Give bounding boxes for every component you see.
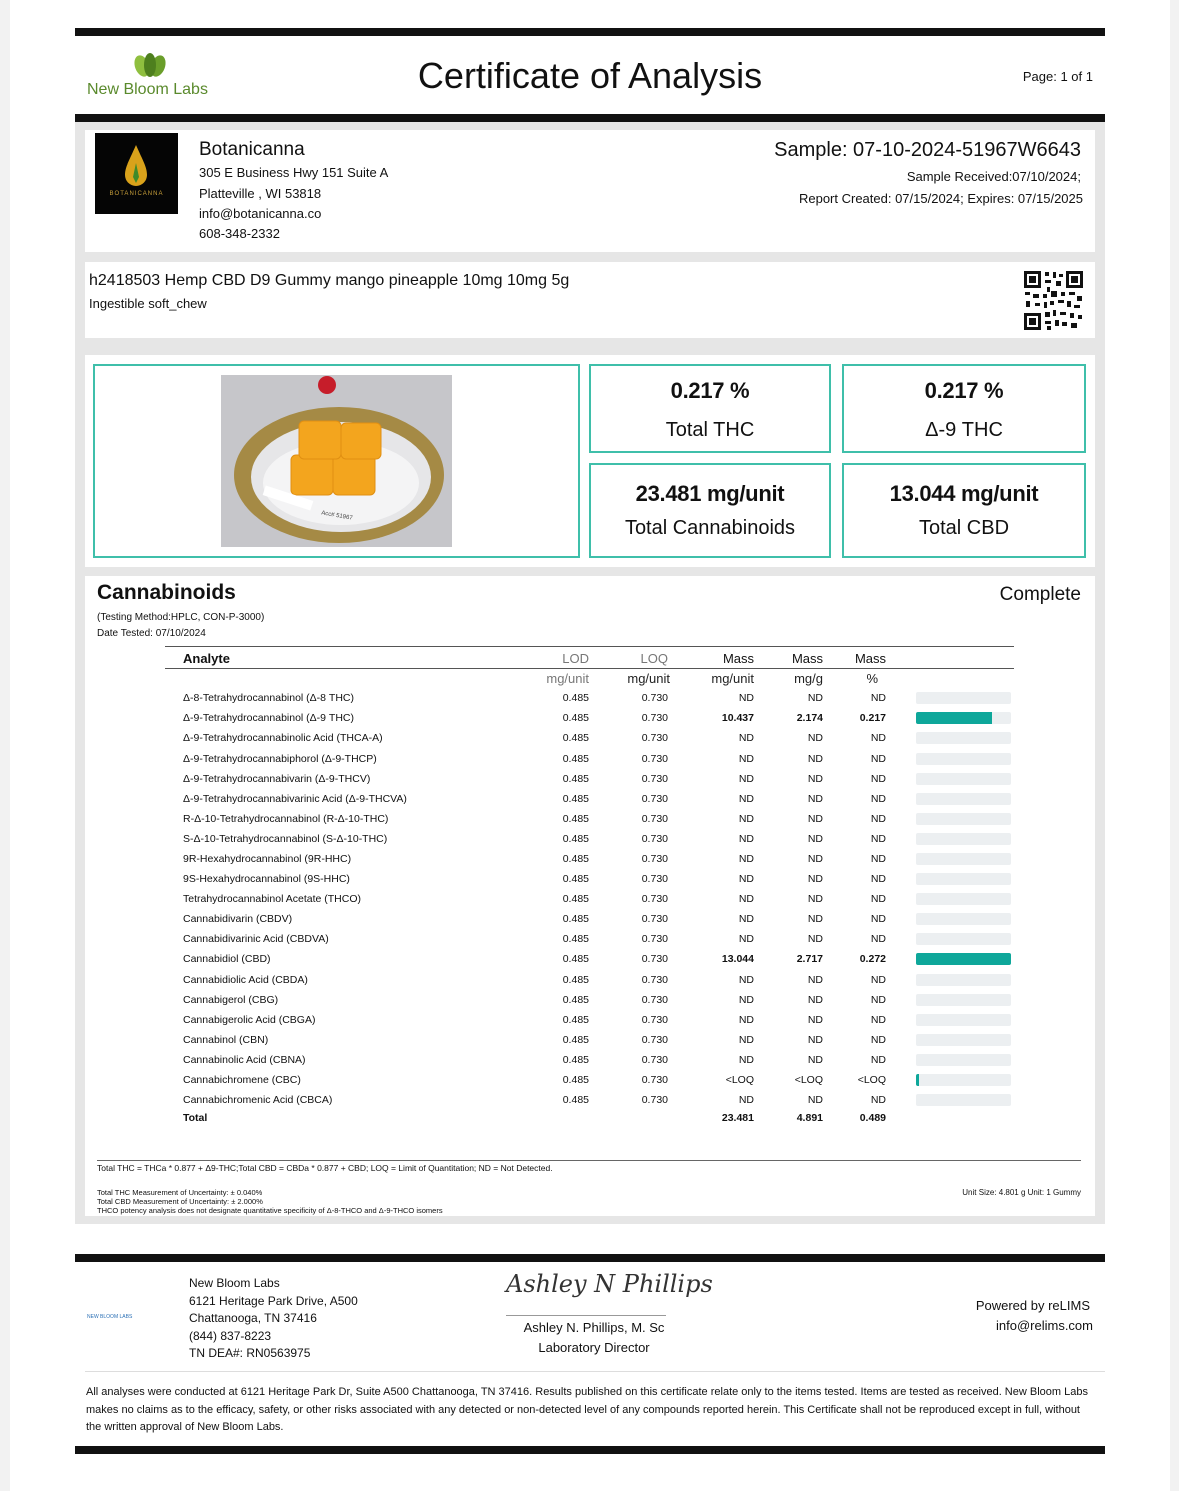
loq-value: 0.730 [641,832,668,845]
mass-pct-value: ND [870,913,886,926]
analyte-name: Cannabinolic Acid (CBNA) [183,1053,306,1066]
lod-value: 0.485 [562,712,589,725]
lod-value: 0.485 [562,752,589,765]
total-pct: 0.489 [859,1112,886,1125]
lod-value: 0.485 [562,953,589,966]
analyte-name: Δ-9-Tetrahydrocannabiphorol (Δ-9-THCP) [183,752,377,765]
mass-mgu-value: ND [738,973,754,986]
analyte-name: Cannabinol (CBN) [183,1033,269,1046]
top-rule [75,28,1105,36]
mass-pct-value: ND [870,732,886,745]
analyte-name: Cannabidiolic Acid (CBDA) [183,973,308,986]
unit-pct: % [866,670,878,686]
total-label: Total [183,1112,208,1125]
loq-value: 0.730 [641,712,668,725]
client-phone: 608-348-2332 [199,226,280,241]
mass-mgg-value: ND [807,792,823,805]
header-mass-mgu: Mass [722,650,754,666]
amount-bar-cell [916,728,1014,748]
table-top-rule [165,646,1014,647]
table-row [165,809,1014,829]
amount-bar [916,833,1011,845]
footer-top-rule [75,1254,1105,1262]
lod-value: 0.485 [562,893,589,906]
unit-size: Unit Size: 4.801 g Unit: 1 Gummy [962,1188,1081,1197]
summary-total-cbd [842,463,1086,558]
footer-lab-addr1: 6121 Heritage Park Drive, A500 [189,1293,358,1308]
mass-mgu-value: 10.437 [721,712,754,725]
mass-mgu-value: ND [738,772,754,785]
table-row [165,728,1014,748]
testing-method: (Testing Method:HPLC, CON-P-3000) [97,612,265,623]
table-row [165,889,1014,909]
lab-logo-text: New Bloom Labs [87,81,208,98]
lod-value: 0.485 [562,993,589,1006]
amount-bar-fill [916,712,992,724]
leaf-logo-icon [130,52,170,80]
uncertainty-3: THCO potency analysis does not designate quantitative specificity of Δ-8-THCO and Δ-9-THCO isomers [97,1206,443,1215]
mass-mgu-value: ND [738,933,754,946]
table-row [165,849,1014,869]
loq-value: 0.730 [641,812,668,825]
lod-value: 0.485 [562,1033,589,1046]
table-row [165,929,1014,949]
analyte-name: R-Δ-10-Tetrahydrocannabinol (R-Δ-10-THC) [183,812,389,825]
signature-line [506,1315,666,1316]
sample-id: Sample: 07-10-2024-51967W6643 [774,139,1081,161]
qr-code-icon [1023,270,1084,331]
analyte-name: Δ-8-Tetrahydrocannabinol (Δ-8 THC) [183,692,355,705]
mass-mgu-value: ND [738,832,754,845]
summary-label: Total Cannabinoids [624,517,796,539]
mass-pct-value: ND [870,893,886,906]
header-lod: LOD [562,650,589,666]
amount-bar [916,732,1011,744]
mass-mgu-value: <LOQ [725,1074,754,1087]
product-photo [221,375,452,547]
mass-pct-value: ND [870,832,886,845]
amount-bar [916,692,1011,704]
cannabinoid-table [165,648,1014,1126]
amount-bar [916,853,1011,865]
header-bottom-rule [75,114,1105,122]
amount-bar-cell [916,1090,1014,1110]
lod-value: 0.485 [562,933,589,946]
table-row [165,990,1014,1010]
mass-pct-value: ND [870,973,886,986]
amount-bar [916,813,1011,825]
uncertainty-2: Total CBD Measurement of Uncertainty: ± 2.000% [97,1197,263,1206]
analyte-name: 9R-Hexahydrocannabinol (9R-HHC) [183,852,352,865]
total-mgu: 23.481 [721,1112,754,1125]
lod-value: 0.485 [562,852,589,865]
loq-value: 0.730 [641,852,668,865]
amount-bar-cell [916,829,1014,849]
analyte-name: Cannabidivarinic Acid (CBDVA) [183,933,329,946]
analyte-name: S-Δ-10-Tetrahydrocannabinol (S-Δ-10-THC) [183,832,388,845]
client-email: info@botanicanna.co [199,206,322,221]
analyte-name: 9S-Hexahydrocannabinol (9S-HHC) [183,873,350,886]
product-type: Ingestible soft_chew [89,296,207,311]
formula-note: Total THC = THCa * 0.877 + Δ9-THC;Total CBD = CBDa * 0.877 + CBD; LOQ = Limit of Quantitation; ND = Not Detected. [97,1163,553,1173]
table-row [165,789,1014,809]
mass-pct-value: 0.217 [859,712,886,725]
mass-mgg-value: ND [807,913,823,926]
table-row [165,688,1014,708]
mass-pct-value: ND [870,852,886,865]
amount-bar [916,773,1011,785]
client-address2: Platteville , WI 53818 [199,186,322,201]
loq-value: 0.730 [641,913,668,926]
loq-value: 0.730 [641,993,668,1006]
amount-bar-cell [916,1050,1014,1070]
page-title: Certificate of Analysis [417,55,763,96]
summary-total-cannabinoids [589,463,831,558]
mass-mgg-value: ND [807,1013,823,1026]
amount-bar [916,873,1011,885]
mass-mgg-value: ND [807,1033,823,1046]
section-status: Complete [999,584,1081,605]
mass-mgg-value: ND [807,812,823,825]
amount-bar-cell [916,1070,1014,1090]
table-row [165,1030,1014,1050]
unit-mgu: mg/unit [711,670,754,686]
mass-mgg-value: 2.174 [796,712,823,725]
table-row [165,949,1014,969]
header-mass-mgg: Mass [791,650,823,666]
sample-received: Sample Received:07/10/2024; [906,169,1081,184]
footer-lab-addr2: Chattanooga, TN 37416 [189,1311,317,1325]
lod-value: 0.485 [562,1053,589,1066]
lod-value: 0.485 [562,812,589,825]
loq-value: 0.730 [641,1053,668,1066]
summary-label: Total CBD [918,517,1010,539]
loq-value: 0.730 [641,1074,668,1087]
lod-value: 0.485 [562,832,589,845]
mass-mgg-value: ND [807,752,823,765]
mass-mgu-value: ND [738,752,754,765]
amount-bar-cell [916,929,1014,949]
amount-bar [916,1054,1011,1066]
powered-by: Powered by reLIMS [975,1298,1090,1313]
amount-bar [916,753,1011,765]
mass-mgg-value: 2.717 [796,953,823,966]
amount-bar-cell [916,1010,1014,1030]
table-header-row [165,648,1014,668]
loq-value: 0.730 [641,933,668,946]
amount-bar [916,893,1011,905]
mass-pct-value: ND [870,772,886,785]
disclaimer: All analyses were conducted at 6121 Heritage Park Dr, Suite A500 Chattanooga, TN 37416. Results published on this certificate relate only to the items tested. Items are tested as received. New Bloom Labs makes no claims as to the efficacy, safety, or other risks associated with any detected or non-detected level of any compounds reported herein. This Certificate shall not be reproduced except in full, without the written approval of New Bloom Labs. [86,1386,1088,1433]
table-total-row [165,1110,1014,1126]
summary-d9-thc [842,364,1086,453]
mass-mgg-value: ND [807,692,823,705]
amount-bar-cell [916,869,1014,889]
amount-bar-fill [916,953,1011,965]
mass-mgu-value: ND [738,732,754,745]
amount-bar [916,1094,1011,1106]
table-row [165,909,1014,929]
mass-mgu-value: ND [738,812,754,825]
mass-pct-value: ND [870,993,886,1006]
amount-bar [916,913,1011,925]
client-address1: 305 E Business Hwy 151 Suite A [199,165,389,180]
unit-lod: mg/unit [546,670,589,686]
lod-value: 0.485 [562,792,589,805]
summary-value: 0.217 % [924,378,1004,403]
page-number: Page: 1 of 1 [1022,69,1093,84]
loq-value: 0.730 [641,792,668,805]
table-row [165,769,1014,789]
table-row [165,1090,1014,1110]
table-row [165,1070,1014,1090]
summary-label: Δ-9 THC [925,419,1003,441]
summary-value: 23.481 mg/unit [635,481,785,506]
client-logo [95,133,178,214]
table-row [165,829,1014,849]
powered-email: info@relims.com [996,1318,1093,1333]
analyte-name: Cannabidivarin (CBDV) [183,913,293,926]
table-row [165,869,1014,889]
mass-mgg-value: ND [807,973,823,986]
mass-mgg-value: ND [807,852,823,865]
mass-mgg-value: ND [807,732,823,745]
director-title: Laboratory Director [538,1340,650,1355]
table-row [165,970,1014,990]
mass-mgg-value: ND [807,933,823,946]
report-dates: Report Created: 07/15/2024; Expires: 07/15/2025 [798,191,1083,206]
mass-pct-value: ND [870,812,886,825]
table-row [165,1050,1014,1070]
analyte-name: Tetrahydrocannabinol Acetate (THCO) [183,893,362,906]
mass-mgu-value: ND [738,1094,754,1107]
table-row [165,748,1014,768]
mass-mgg-value: ND [807,1094,823,1107]
mass-mgu-value: ND [738,893,754,906]
amount-bar-cell [916,809,1014,829]
product-name: h2418503 Hemp CBD D9 Gummy mango pineapple 10mg 10mg 5g [89,272,570,289]
analyte-name: Δ-9-Tetrahydrocannabinol (Δ-9 THC) [183,712,355,725]
footer-divider [85,1371,1105,1372]
mass-pct-value: ND [870,1053,886,1066]
analyte-name: Δ-9-Tetrahydrocannabinolic Acid (THCA-A) [183,732,383,745]
amount-bar-cell [916,789,1014,809]
summary-value: 13.044 mg/unit [889,481,1039,506]
mass-pct-value: ND [870,692,886,705]
amount-bar-fill [916,1074,919,1086]
mass-mgu-value: ND [738,913,754,926]
mass-pct-value: ND [870,792,886,805]
amount-bar [916,953,1011,965]
lod-value: 0.485 [562,973,589,986]
header-mass-pct: Mass [854,650,886,666]
lod-value: 0.485 [562,873,589,886]
amount-bar [916,712,1011,724]
table-units-row [165,668,1014,688]
mass-mgg-value: ND [807,832,823,845]
mass-mgu-value: ND [738,852,754,865]
mass-mgg-value: <LOQ [794,1074,823,1087]
mass-pct-value: <LOQ [857,1074,886,1087]
lod-value: 0.485 [562,1094,589,1107]
loq-value: 0.730 [641,1013,668,1026]
amount-bar-cell [916,769,1014,789]
mass-mgu-value: ND [738,1033,754,1046]
amount-bar-cell [916,1030,1014,1050]
footer-bottom-rule [75,1446,1105,1454]
client-logo-text: BOTANICANNA [109,191,164,197]
analyte-name: Cannabigerol (CBG) [183,993,279,1006]
section-title: Cannabinoids [97,581,236,604]
footer-lab-phone: (844) 837-8223 [189,1328,272,1343]
date-tested: Date Tested: 07/10/2024 [97,628,206,639]
mass-mgu-value: ND [738,792,754,805]
amount-bar [916,933,1011,945]
unit-mgg: mg/g [794,670,823,686]
mass-mgu-value: ND [738,1013,754,1026]
loq-value: 0.730 [641,1094,668,1107]
analyte-name: Δ-9-Tetrahydrocannabivarinic Acid (Δ-9-THCVA) [183,792,407,805]
footer-lab-name: New Bloom Labs [189,1276,280,1290]
lod-value: 0.485 [562,1013,589,1026]
lod-value: 0.485 [562,772,589,785]
loq-value: 0.730 [641,1033,668,1046]
table-row [165,708,1014,728]
table-bottom-rule [97,1160,1081,1161]
mass-mgu-value: ND [738,692,754,705]
director-name: Ashley N. Phillips, M. Sc [523,1320,665,1335]
loq-value: 0.730 [641,953,668,966]
mass-mgg-value: ND [807,873,823,886]
loq-value: 0.730 [641,752,668,765]
loq-value: 0.730 [641,893,668,906]
amount-bar-cell [916,748,1014,768]
mass-pct-value: ND [870,933,886,946]
amount-bar-cell [916,849,1014,869]
analyte-name: Cannabichromene (CBC) [183,1074,301,1087]
loq-value: 0.730 [641,772,668,785]
analyte-name: Δ-9-Tetrahydrocannabivarin (Δ-9-THCV) [183,772,371,785]
summary-total-thc [589,364,831,453]
analyte-name: Cannabidiol (CBD) [183,953,271,966]
footer-small-logo: NEW BLOOM LABS [87,1314,133,1320]
mass-pct-value: ND [870,873,886,886]
amount-bar [916,994,1011,1006]
amount-bar [916,1074,1011,1086]
amount-bar-cell [916,949,1014,969]
lod-value: 0.485 [562,692,589,705]
loq-value: 0.730 [641,732,668,745]
loq-value: 0.730 [641,692,668,705]
footer-lab-info [189,1275,358,1363]
amount-bar-cell [916,909,1014,929]
mass-mgg-value: ND [807,993,823,1006]
amount-bar [916,1014,1011,1026]
amount-bar [916,1034,1011,1046]
mass-mgg-value: ND [807,893,823,906]
mass-pct-value: ND [870,1013,886,1026]
summary-label: Total THC [665,419,755,441]
lod-value: 0.485 [562,732,589,745]
amount-bar [916,974,1011,986]
director-signature: Ashley N Phillips [506,1270,713,1298]
amount-bar-cell [916,688,1014,708]
amount-bar-cell [916,990,1014,1010]
analyte-name: Cannabigerolic Acid (CBGA) [183,1013,316,1026]
amount-bar-cell [916,889,1014,909]
lod-value: 0.485 [562,913,589,926]
amount-bar [916,793,1011,805]
mass-pct-value: ND [870,1033,886,1046]
header-analyte: Analyte [183,650,230,666]
table-row [165,1010,1014,1030]
client-name: Botanicanna [199,139,305,160]
footer-lab-dea: TN DEA#: RN0563975 [189,1346,311,1360]
total-mgg: 4.891 [796,1112,823,1125]
mass-mgu-value: 13.044 [721,953,754,966]
mass-pct-value: ND [870,1094,886,1107]
mass-mgg-value: ND [807,772,823,785]
uncertainty-1: Total THC Measurement of Uncertainty: ± 0.040% [97,1188,263,1197]
mass-mgu-value: ND [738,1053,754,1066]
unit-loq: mg/unit [627,670,670,686]
mass-mgu-value: ND [738,993,754,1006]
mass-pct-value: 0.272 [859,953,886,966]
mass-pct-value: ND [870,752,886,765]
summary-value: 0.217 % [670,378,750,403]
lod-value: 0.485 [562,1074,589,1087]
photo-label: Acc# 51967 [320,510,353,522]
loq-value: 0.730 [641,873,668,886]
header-loq: LOQ [640,650,668,666]
analyte-name: Cannabichromenic Acid (CBCA) [183,1094,333,1107]
amount-bar-cell [916,708,1014,728]
amount-bar-cell [916,970,1014,990]
mass-mgu-value: ND [738,873,754,886]
loq-value: 0.730 [641,973,668,986]
mass-mgg-value: ND [807,1053,823,1066]
